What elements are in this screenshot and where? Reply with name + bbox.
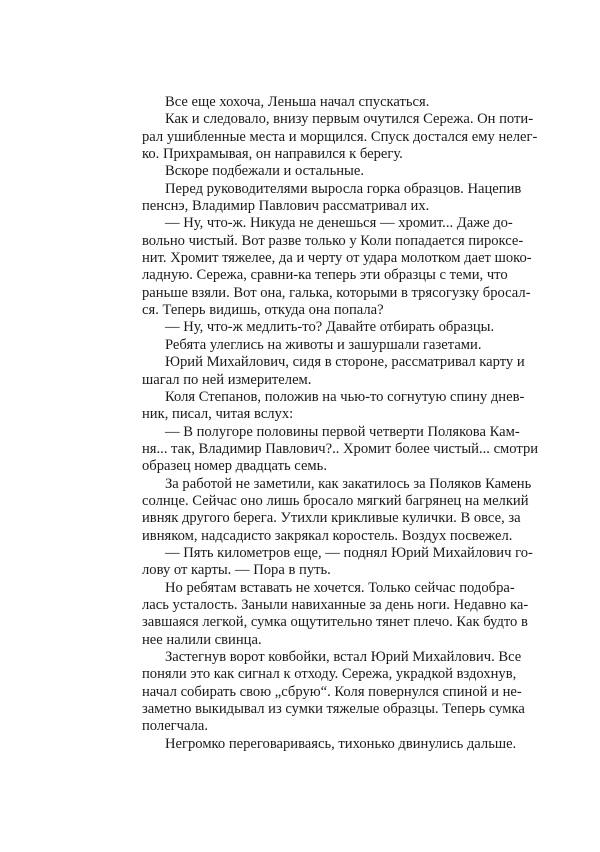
text-line: За работой не заметили, как закатилось за Поляков Камень [165, 475, 532, 492]
text-line: ся. Теперь видишь, откуда она попала? [142, 302, 384, 319]
text-line: ко. Прихрамывая, он направился к берегу. [142, 146, 403, 163]
text-line: вольно чистый. Вот разве только у Коли попадается пироксе- [142, 232, 524, 249]
text-line: Негромко переговариваясь, тихонько двинулись дальше. [165, 735, 517, 752]
text-line: шагал по ней измерителем. [142, 371, 312, 388]
paragraph [142, 544, 533, 580]
text-line: ивняком, надсадисто закрякал коростель. Воздух посвежел. [142, 527, 513, 544]
text-line: Но ребятам вставать не хочется. Только сейчас подобра- [165, 579, 515, 596]
text-line: Все еще хохоча, Леньша начал спускаться. [165, 94, 430, 110]
paragraph [142, 735, 517, 753]
text-line: нит. Хромит тяжелее, да и черту от удара молотком дает шоко- [142, 250, 532, 267]
text-line: — Ну, что-ж. Никуда не денешься — хромит... Даже до- [165, 215, 513, 232]
paragraph [142, 319, 495, 336]
text-line: образец номер двадцать семь. [142, 458, 327, 475]
text-line: ивняк другого берега. Утихли крикливые кулички. В овсе, за [142, 510, 521, 527]
paragraph [142, 388, 525, 424]
text-line: раньше взяли. Вот она, галька, которыми в трясогузку бросал- [142, 284, 531, 301]
text-line: Как и следовало, внизу первым очутился Сережа. Он поти- [165, 111, 534, 128]
text-line: Ребята улеглись на животы и зашуршали газетами. [165, 336, 482, 353]
text-line: пенснэ, Владимир Павлович рассматривал их. [142, 198, 430, 215]
text-line: заметно выкидывал из сумки тяжелые образцы. Теперь сумка [142, 701, 525, 718]
text-line: начал собирать свою „сбрую“. Коля повернулся спиной и не- [142, 683, 522, 700]
paragraph [142, 336, 482, 354]
text-line: ня... так, Владимир Павлович?.. Хромит более чистый... смотри [142, 440, 539, 457]
page-text [142, 94, 539, 753]
paragraph [142, 180, 522, 216]
paragraph [142, 111, 538, 163]
paragraph [142, 354, 525, 389]
paragraph [142, 475, 532, 545]
text-line: лась усталость. Заныли навиханные за день ноги. Недавно ка- [142, 596, 529, 613]
text-line: поняли это как сигнал к отходу. Сережа, украдкой вздохнув, [142, 666, 517, 683]
text-line: лову от карты. — Пора в путь. [142, 562, 331, 579]
text-line: Вскоре подбежали и остальные. [165, 163, 364, 180]
paragraph [142, 215, 532, 319]
paragraph [142, 649, 525, 736]
paragraph [142, 423, 539, 476]
text-line: полегчала. [142, 718, 209, 735]
text-line: Перед руководителями выросла горка образцов. Нацепив [165, 180, 522, 197]
text-line: Юрий Михайлович, сидя в стороне, рассматривал карту и [165, 354, 525, 371]
text-line: Коля Степанов, положив на чью-то согнутую спину днев- [165, 388, 525, 405]
text-line: — Ну, что-ж медлить-то? Давайте отбирать образцы. [165, 319, 495, 336]
paragraph [142, 163, 468, 180]
text-line: — Пять километров еще, — поднял Юрий Михайлович го- [165, 544, 533, 561]
text-line: — В полугоре половины первой четверти Полякова Кам- [165, 423, 520, 440]
paragraph [142, 579, 529, 649]
text-line: завшаяся легкой, сумка ощутительно тянет плечо. Как будто в [142, 614, 528, 631]
text-line: ник, писал, читая вслух: [142, 406, 294, 423]
text-line: Застегнув ворот ковбойки, встал Юрий Михайлович. Все [165, 649, 522, 665]
text-line: рал ушибленные места и морщился. Спуск достался ему нелег- [142, 128, 538, 145]
paragraph [142, 94, 468, 111]
text-line: нее налили свинца. [142, 631, 262, 648]
text-line: солнце. Сейчас оно лишь бросало мягкий багрянец на мелкий [142, 492, 529, 509]
text-line: ладную. Сережа, сравни-ка теперь эти образцы с теми, что [142, 267, 508, 284]
